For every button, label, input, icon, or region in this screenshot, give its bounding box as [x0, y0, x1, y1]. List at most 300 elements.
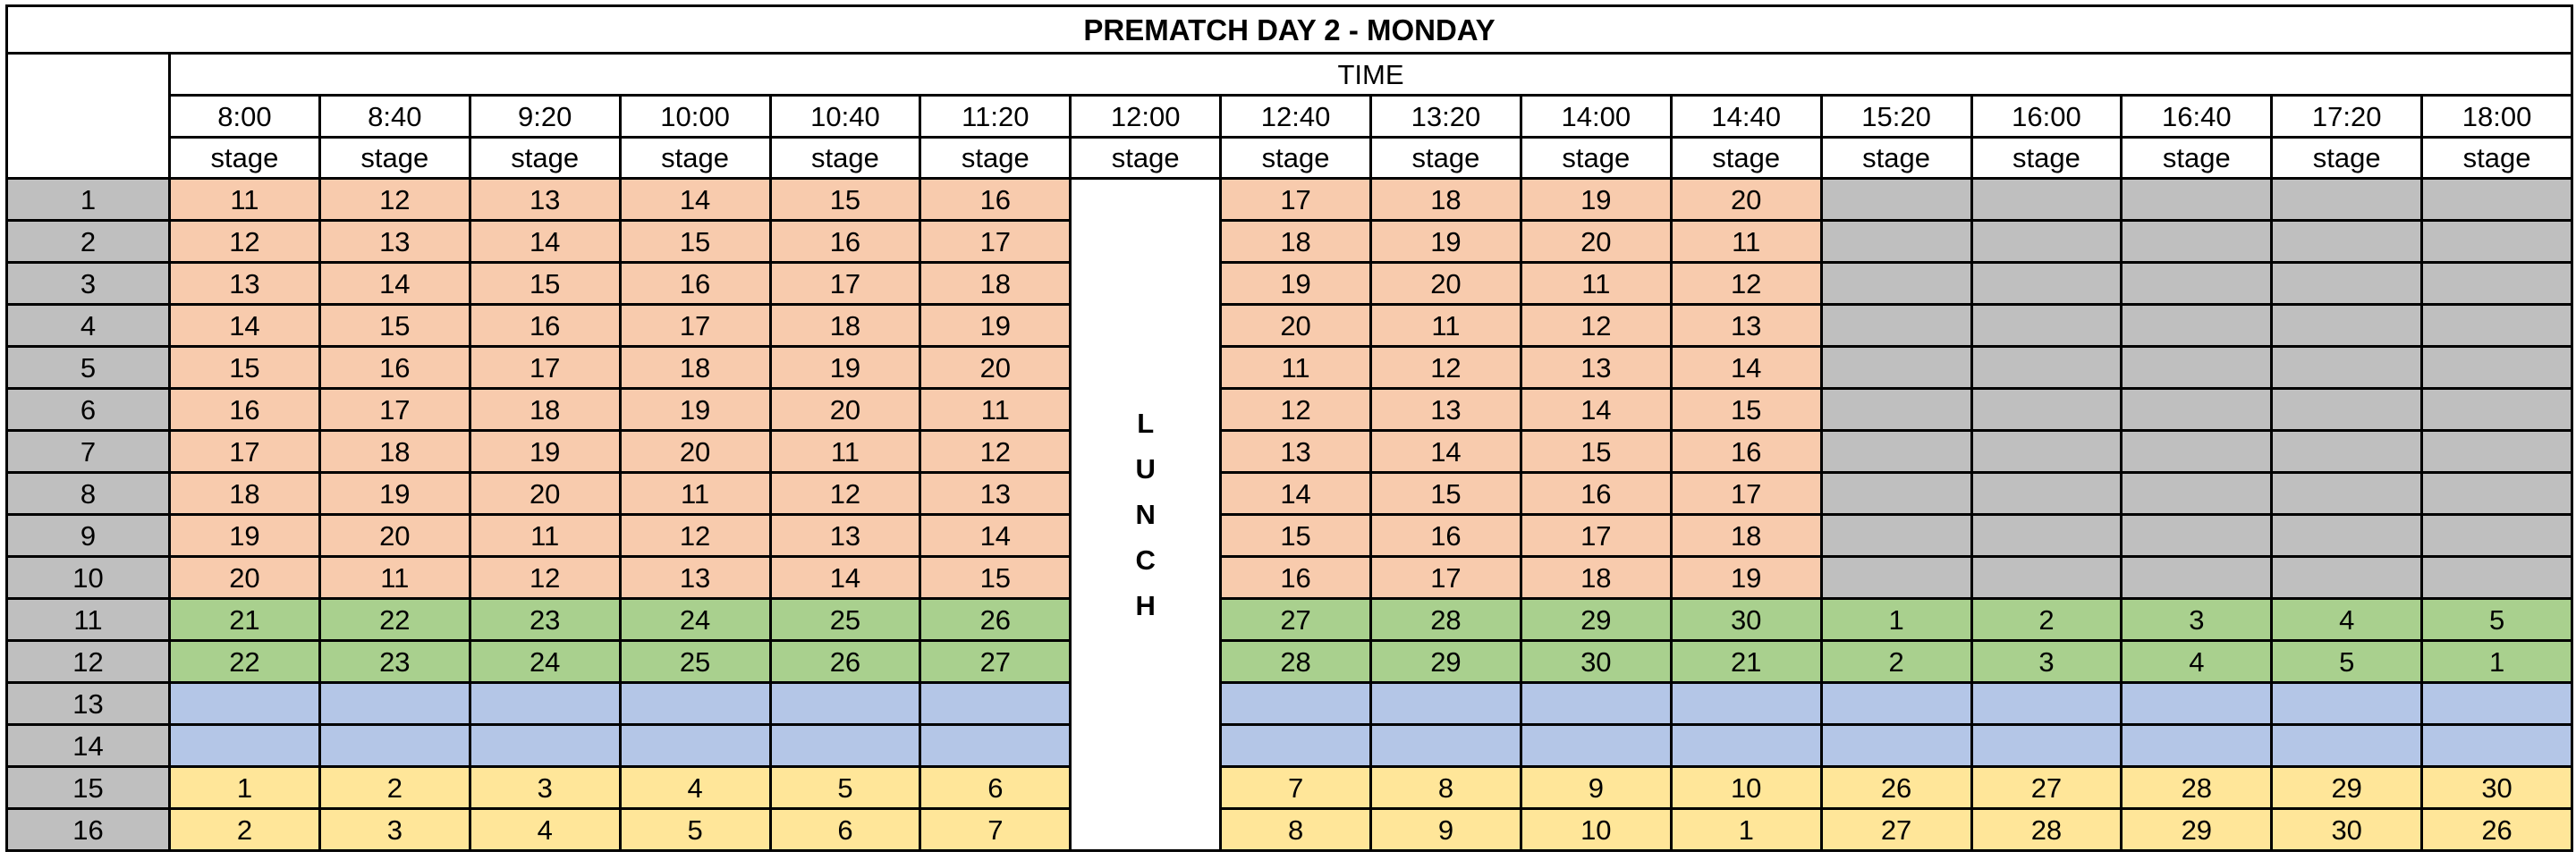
stage-assignment: 7: [920, 809, 1071, 851]
stage-label: stage: [319, 138, 470, 179]
lunch-letter: L: [1137, 408, 1155, 439]
unused-slot: [1821, 473, 1971, 515]
time-slot: 13:20: [1371, 96, 1521, 138]
squad-number: 2: [7, 221, 170, 263]
stage-assignment: 29: [1371, 641, 1521, 683]
stage-assignment: 2: [170, 809, 320, 851]
unused-slot: [1821, 431, 1971, 473]
stage-assignment: [1821, 683, 1971, 725]
stage-assignment: 11: [770, 431, 920, 473]
lunch-letter: U: [1135, 453, 1156, 485]
unused-slot: [1821, 263, 1971, 305]
stage-assignment: 14: [470, 221, 620, 263]
squad-number: 4: [7, 305, 170, 347]
time-slot: 10:00: [620, 96, 770, 138]
squad-number: 13: [7, 683, 170, 725]
unused-slot: [2122, 221, 2272, 263]
unused-slot: [2422, 389, 2572, 431]
lunch-label: [1072, 409, 1219, 620]
stage-assignment: 20: [1371, 263, 1521, 305]
unused-slot: [2272, 263, 2422, 305]
stage-assignment: 18: [1671, 515, 1821, 557]
stage-assignment: 14: [920, 515, 1071, 557]
lunch-letter: N: [1135, 499, 1156, 530]
stage-assignment: 29: [1521, 599, 1671, 641]
stage-assignment: 18: [1221, 221, 1371, 263]
unused-slot: [1821, 557, 1971, 599]
squad-number: 1: [7, 179, 170, 221]
time-slot: 16:00: [1971, 96, 2122, 138]
stage-label: stage: [170, 138, 320, 179]
stage-assignment: 11: [1371, 305, 1521, 347]
unused-slot: [1971, 263, 2122, 305]
stage-assignment: 12: [170, 221, 320, 263]
unused-slot: [2122, 473, 2272, 515]
stage-assignment: [620, 725, 770, 767]
stage-assignment: 25: [770, 599, 920, 641]
stage-assignment: 30: [1521, 641, 1671, 683]
stage-assignment: 18: [920, 263, 1071, 305]
squad-row: [7, 179, 2572, 221]
squad-number: 9: [7, 515, 170, 557]
stage-assignment: 12: [470, 557, 620, 599]
stage-assignment: 13: [1371, 389, 1521, 431]
stage-assignment: 13: [1521, 347, 1671, 389]
squad-row: [7, 221, 2572, 263]
stage-assignment: 4: [2272, 599, 2422, 641]
stages-row: [7, 138, 2572, 179]
stage-assignment: [1521, 683, 1671, 725]
stage-assignment: 18: [170, 473, 320, 515]
time-slot: 14:40: [1671, 96, 1821, 138]
stage-label: stage: [620, 138, 770, 179]
squad-row: [7, 347, 2572, 389]
stage-assignment: 14: [1671, 347, 1821, 389]
unused-slot: [1821, 347, 1971, 389]
stage-label: stage: [1071, 138, 1221, 179]
unused-slot: [2272, 221, 2422, 263]
stage-assignment: 26: [1821, 767, 1971, 809]
unused-slot: [1971, 557, 2122, 599]
stage-assignment: [620, 683, 770, 725]
stage-assignment: 14: [1221, 473, 1371, 515]
stage-assignment: 28: [1371, 599, 1521, 641]
squad-row: [7, 809, 2572, 851]
stage-assignment: 13: [470, 179, 620, 221]
stage-assignment: [170, 725, 320, 767]
squad-number: 15: [7, 767, 170, 809]
unused-slot: [1971, 221, 2122, 263]
stage-assignment: 1: [2422, 641, 2572, 683]
stage-label: stage: [2422, 138, 2572, 179]
stage-assignment: 10: [1671, 767, 1821, 809]
unused-slot: [2272, 179, 2422, 221]
time-slot: 17:20: [2272, 96, 2422, 138]
stage-assignment: 1: [1671, 809, 1821, 851]
stage-assignment: 19: [1671, 557, 1821, 599]
stage-assignment: 1: [170, 767, 320, 809]
time-slot: 15:20: [1821, 96, 1971, 138]
stage-assignment: 8: [1371, 767, 1521, 809]
stage-assignment: 16: [1521, 473, 1671, 515]
stage-label: stage: [1821, 138, 1971, 179]
stage-assignment: 13: [1221, 431, 1371, 473]
stage-assignment: 27: [1821, 809, 1971, 851]
stage-assignment: 19: [1221, 263, 1371, 305]
time-slot: 11:20: [920, 96, 1071, 138]
stage-assignment: 24: [620, 599, 770, 641]
stage-assignment: 18: [470, 389, 620, 431]
stage-assignment: 11: [1521, 263, 1671, 305]
time-slot: 12:00: [1071, 96, 1221, 138]
lunch-letter: H: [1135, 590, 1156, 621]
time-slot: 14:00: [1521, 96, 1671, 138]
times-row: [7, 96, 2572, 138]
stage-assignment: [1521, 725, 1671, 767]
unused-slot: [2422, 179, 2572, 221]
stage-assignment: 23: [319, 641, 470, 683]
time-slot: 18:00: [2422, 96, 2572, 138]
stage-assignment: [1821, 725, 1971, 767]
stage-assignment: 16: [1671, 431, 1821, 473]
stage-assignment: 4: [470, 809, 620, 851]
stage-label: stage: [1971, 138, 2122, 179]
squad-number: 5: [7, 347, 170, 389]
stage-assignment: 20: [1521, 221, 1671, 263]
unused-slot: [2122, 347, 2272, 389]
squad-header-blank: [7, 54, 170, 179]
stage-assignment: 12: [1671, 263, 1821, 305]
stage-assignment: 11: [920, 389, 1071, 431]
stage-assignment: 18: [770, 305, 920, 347]
stage-assignment: 16: [920, 179, 1071, 221]
stage-label: stage: [1371, 138, 1521, 179]
squad-row: [7, 683, 2572, 725]
stage-assignment: 11: [1221, 347, 1371, 389]
stage-assignment: 4: [2122, 641, 2272, 683]
unused-slot: [1821, 221, 1971, 263]
lunch-break: [1071, 179, 1221, 851]
stage-assignment: 2: [1971, 599, 2122, 641]
stage-assignment: [2122, 683, 2272, 725]
stage-assignment: 17: [1371, 557, 1521, 599]
unused-slot: [1821, 389, 1971, 431]
stage-assignment: 3: [1971, 641, 2122, 683]
unused-slot: [2422, 473, 2572, 515]
stage-assignment: 20: [170, 557, 320, 599]
stage-assignment: 19: [1521, 179, 1671, 221]
stage-assignment: 15: [319, 305, 470, 347]
stage-assignment: 27: [920, 641, 1071, 683]
stage-assignment: 15: [920, 557, 1071, 599]
stage-assignment: 14: [170, 305, 320, 347]
unused-slot: [2422, 431, 2572, 473]
stage-assignment: 18: [319, 431, 470, 473]
stage-assignment: 20: [1221, 305, 1371, 347]
unused-slot: [1971, 179, 2122, 221]
time-slot: 10:40: [770, 96, 920, 138]
schedule-table: [5, 4, 2573, 852]
stage-label: stage: [2272, 138, 2422, 179]
stage-assignment: 28: [1221, 641, 1371, 683]
unused-slot: [2122, 389, 2272, 431]
squad-number: 8: [7, 473, 170, 515]
squad-number: 11: [7, 599, 170, 641]
unused-slot: [2272, 305, 2422, 347]
squad-number: 16: [7, 809, 170, 851]
unused-slot: [1821, 179, 1971, 221]
unused-slot: [2422, 221, 2572, 263]
stage-assignment: 14: [770, 557, 920, 599]
unused-slot: [2122, 515, 2272, 557]
stage-assignment: [1971, 725, 2122, 767]
stage-assignment: 11: [319, 557, 470, 599]
stage-assignment: 19: [620, 389, 770, 431]
stage-assignment: [1371, 725, 1521, 767]
stage-assignment: 14: [1371, 431, 1521, 473]
stage-assignment: 5: [2272, 641, 2422, 683]
unused-slot: [1971, 389, 2122, 431]
stage-assignment: 30: [2422, 767, 2572, 809]
squad-row: [7, 557, 2572, 599]
stage-assignment: 13: [620, 557, 770, 599]
stage-assignment: 15: [470, 263, 620, 305]
time-slot: 9:20: [470, 96, 620, 138]
lunch-letter: C: [1135, 544, 1156, 576]
squad-row: [7, 725, 2572, 767]
unused-slot: [2422, 515, 2572, 557]
stage-assignment: 25: [620, 641, 770, 683]
stage-assignment: [920, 683, 1071, 725]
stage-assignment: 14: [620, 179, 770, 221]
stage-assignment: 2: [1821, 641, 1971, 683]
stage-assignment: [319, 725, 470, 767]
stage-assignment: 29: [2122, 809, 2272, 851]
stage-assignment: 27: [1221, 599, 1371, 641]
stage-assignment: 13: [920, 473, 1071, 515]
stage-assignment: 16: [770, 221, 920, 263]
stage-assignment: 17: [620, 305, 770, 347]
unused-slot: [2422, 263, 2572, 305]
unused-slot: [1971, 515, 2122, 557]
stage-label: stage: [2122, 138, 2272, 179]
stage-assignment: 19: [319, 473, 470, 515]
stage-assignment: 26: [2422, 809, 2572, 851]
stage-assignment: 15: [1371, 473, 1521, 515]
unused-slot: [2272, 347, 2422, 389]
unused-slot: [1971, 431, 2122, 473]
stage-assignment: 24: [470, 641, 620, 683]
stage-assignment: 2: [319, 767, 470, 809]
stage-assignment: 19: [1371, 221, 1521, 263]
stage-assignment: 3: [319, 809, 470, 851]
stage-assignment: 19: [470, 431, 620, 473]
unused-slot: [2272, 431, 2422, 473]
stage-assignment: [1221, 725, 1371, 767]
stage-assignment: 20: [1671, 179, 1821, 221]
unused-slot: [2272, 473, 2422, 515]
stage-assignment: [1221, 683, 1371, 725]
stage-assignment: 5: [2422, 599, 2572, 641]
unused-slot: [2422, 305, 2572, 347]
time-header: TIME: [170, 54, 2572, 96]
stage-assignment: 15: [170, 347, 320, 389]
stage-assignment: 15: [1221, 515, 1371, 557]
stage-assignment: 26: [770, 641, 920, 683]
stage-assignment: 14: [1521, 389, 1671, 431]
stage-assignment: 11: [620, 473, 770, 515]
time-slot: 8:00: [170, 96, 320, 138]
stage-assignment: 1: [1821, 599, 1971, 641]
stage-assignment: 20: [620, 431, 770, 473]
unused-slot: [2122, 431, 2272, 473]
unused-slot: [2122, 179, 2272, 221]
stage-assignment: 20: [470, 473, 620, 515]
squad-number: 14: [7, 725, 170, 767]
stage-assignment: 5: [620, 809, 770, 851]
stage-assignment: [920, 725, 1071, 767]
unused-slot: [1971, 473, 2122, 515]
stage-assignment: 12: [770, 473, 920, 515]
stage-assignment: 19: [770, 347, 920, 389]
stage-assignment: 18: [1371, 179, 1521, 221]
squad-row: [7, 767, 2572, 809]
stage-assignment: 13: [319, 221, 470, 263]
stage-label: stage: [770, 138, 920, 179]
squad-row: [7, 263, 2572, 305]
stage-assignment: 15: [1521, 431, 1671, 473]
stage-assignment: 20: [319, 515, 470, 557]
unused-slot: [1821, 515, 1971, 557]
stage-assignment: [770, 683, 920, 725]
stage-assignment: 22: [319, 599, 470, 641]
stage-assignment: 16: [620, 263, 770, 305]
stage-assignment: [770, 725, 920, 767]
stage-assignment: [1371, 683, 1521, 725]
unused-slot: [2272, 557, 2422, 599]
squad-row: [7, 641, 2572, 683]
unused-slot: [2422, 557, 2572, 599]
time-slot: 8:40: [319, 96, 470, 138]
stage-assignment: 12: [319, 179, 470, 221]
stage-assignment: 12: [1371, 347, 1521, 389]
squad-row: [7, 473, 2572, 515]
stage-assignment: 28: [2122, 767, 2272, 809]
stage-assignment: 28: [1971, 809, 2122, 851]
squad-row: [7, 431, 2572, 473]
stage-assignment: 8: [1221, 809, 1371, 851]
stage-assignment: 12: [1221, 389, 1371, 431]
unused-slot: [2122, 263, 2272, 305]
stage-assignment: [470, 683, 620, 725]
stage-assignment: 3: [470, 767, 620, 809]
squad-row: [7, 305, 2572, 347]
stage-assignment: 9: [1521, 767, 1671, 809]
unused-slot: [2272, 389, 2422, 431]
stage-assignment: 19: [170, 515, 320, 557]
stage-assignment: 15: [1671, 389, 1821, 431]
stage-assignment: [2422, 725, 2572, 767]
squad-number: 7: [7, 431, 170, 473]
stage-assignment: 7: [1221, 767, 1371, 809]
stage-assignment: [1671, 725, 1821, 767]
title-row: [7, 6, 2572, 54]
stage-label: stage: [920, 138, 1071, 179]
stage-assignment: [319, 683, 470, 725]
stage-assignment: 9: [1371, 809, 1521, 851]
stage-assignment: 19: [920, 305, 1071, 347]
stage-assignment: 16: [319, 347, 470, 389]
stage-assignment: [1671, 683, 1821, 725]
stage-assignment: 14: [319, 263, 470, 305]
stage-assignment: 6: [920, 767, 1071, 809]
squad-number: 3: [7, 263, 170, 305]
stage-assignment: 13: [770, 515, 920, 557]
stage-assignment: [2272, 683, 2422, 725]
stage-assignment: 26: [920, 599, 1071, 641]
stage-assignment: 10: [1521, 809, 1671, 851]
stage-assignment: 30: [2272, 809, 2422, 851]
stage-assignment: [1971, 683, 2122, 725]
stage-assignment: 12: [920, 431, 1071, 473]
stage-assignment: [470, 725, 620, 767]
unused-slot: [1971, 305, 2122, 347]
squad-row: [7, 389, 2572, 431]
stage-assignment: 11: [1671, 221, 1821, 263]
stage-assignment: 16: [170, 389, 320, 431]
stage-assignment: 11: [470, 515, 620, 557]
time-slot: 12:40: [1221, 96, 1371, 138]
stage-assignment: 4: [620, 767, 770, 809]
stage-assignment: 21: [170, 599, 320, 641]
stage-assignment: 18: [1521, 557, 1671, 599]
stage-assignment: [2122, 725, 2272, 767]
stage-label: stage: [1221, 138, 1371, 179]
stage-assignment: 16: [1371, 515, 1521, 557]
squad-number: 6: [7, 389, 170, 431]
stage-assignment: 30: [1671, 599, 1821, 641]
unused-slot: [1821, 305, 1971, 347]
stage-assignment: 23: [470, 599, 620, 641]
stage-label: stage: [1521, 138, 1671, 179]
unused-slot: [2122, 305, 2272, 347]
time-header-row: [7, 54, 2572, 96]
stage-assignment: 18: [620, 347, 770, 389]
stage-assignment: 6: [770, 809, 920, 851]
stage-assignment: 3: [2122, 599, 2272, 641]
squad-row: [7, 515, 2572, 557]
squad-number: 10: [7, 557, 170, 599]
unused-slot: [2272, 515, 2422, 557]
squad-number: 12: [7, 641, 170, 683]
unused-slot: [1971, 347, 2122, 389]
stage-assignment: 20: [920, 347, 1071, 389]
unused-slot: [2422, 347, 2572, 389]
stage-assignment: 16: [470, 305, 620, 347]
stage-assignment: 13: [170, 263, 320, 305]
stage-assignment: 5: [770, 767, 920, 809]
stage-assignment: 17: [319, 389, 470, 431]
stage-assignment: [2422, 683, 2572, 725]
stage-assignment: 17: [1671, 473, 1821, 515]
stage-assignment: [170, 683, 320, 725]
squad-row: [7, 599, 2572, 641]
stage-label: stage: [1671, 138, 1821, 179]
stage-assignment: 17: [920, 221, 1071, 263]
stage-assignment: [2272, 725, 2422, 767]
stage-assignment: 21: [1671, 641, 1821, 683]
stage-assignment: 22: [170, 641, 320, 683]
